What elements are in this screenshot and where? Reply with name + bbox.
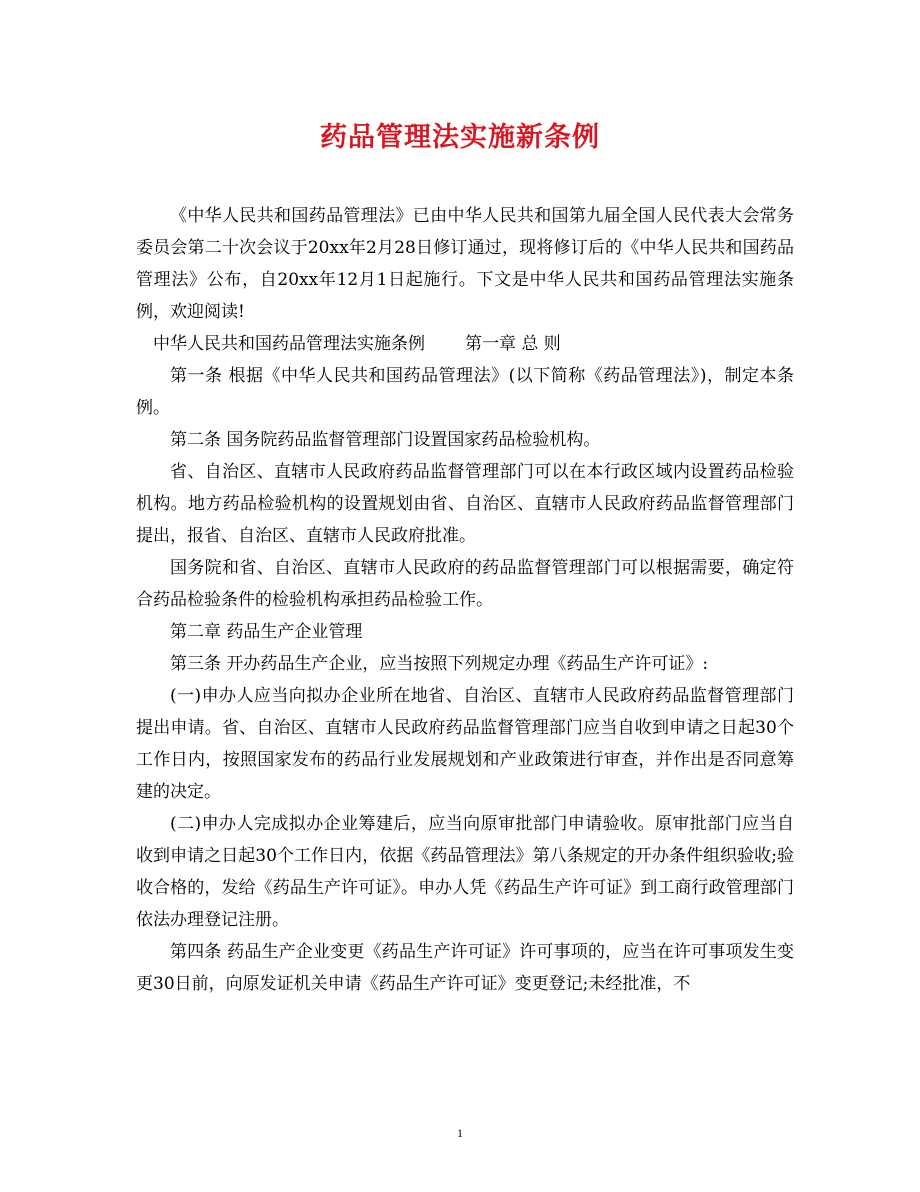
article-3-item-1: (一)申办人应当向拟办企业所在地省、自治区、直辖市人民政府药品监督管理部门提出申请。省、自治区、直辖市人民政府药品监督管理部门应当自收到申请之日起30个工作日内，按照国家发布的药品行业发展规划和产业政策进行审查，并作出是否同意筹建的决定。 (136, 686, 794, 802)
intro-paragraph: 《中华人民共和国药品管理法》已由中华人民共和国第九届全国人民代表大会常务委员会第二十次会议于20xx年2月28日修订通过，现将修订后的《中华人民共和国药品管理法》公布，自20xx年12月1日起施行。下文是中华人民共和国药品管理法实施条例，欢迎阅读! (136, 206, 794, 322)
article-1: 第一条 根据《中华人民共和国药品管理法》(以下简称《药品管理法》)，制定本条例。 (136, 366, 794, 418)
article-2-clause-provincial: 省、自治区、直辖市人民政府药品监督管理部门可以在本行政区域内设置药品检验机构。地方药品检验机构的设置规划由省、自治区、直辖市人民政府药品监督管理部门提出，报省、自治区、直辖市人民政府批准。 (136, 462, 794, 546)
article-2-clause-state-council: 国务院和省、自治区、直辖市人民政府的药品监督管理部门可以根据需要，确定符合药品检验条件的检验机构承担药品检验工作。 (136, 558, 794, 610)
article-3: 第三条 开办药品生产企业，应当按照下列规定办理《药品生产许可证》: (170, 654, 709, 674)
document-body (136, 200, 794, 1000)
article-2: 第二条 国务院药品监督管理部门设置国家药品检验机构。 (170, 430, 601, 450)
chapter-one-heading: 第一章 总 则 (465, 334, 561, 354)
chapter-two-heading: 第二章 药品生产企业管理 (170, 622, 363, 642)
article-3-item-2: (二)申办人完成拟办企业筹建后，应当向原审批部门申请验收。原审批部门应当自收到申请之日起30个工作日内，依据《药品管理法》第八条规定的开办条件组织验收;验收合格的，发给《药品生产许可证》。申办人凭《药品生产许可证》到工商行政管理部门依法办理登记注册。 (136, 814, 794, 930)
chapter-heading (136, 328, 794, 360)
page-number: 1 (457, 1126, 463, 1140)
document-title: 药品管理法实施新条例 (320, 122, 600, 153)
article-4: 第四条 药品生产企业变更《药品生产许可证》许可事项的，应当在许可事项发生变更30日前，向原发证机关申请《药品生产许可证》变更登记;未经批准，不 (136, 942, 794, 994)
regulation-name: 中华人民共和国药品管理法实施条例 (153, 334, 425, 354)
